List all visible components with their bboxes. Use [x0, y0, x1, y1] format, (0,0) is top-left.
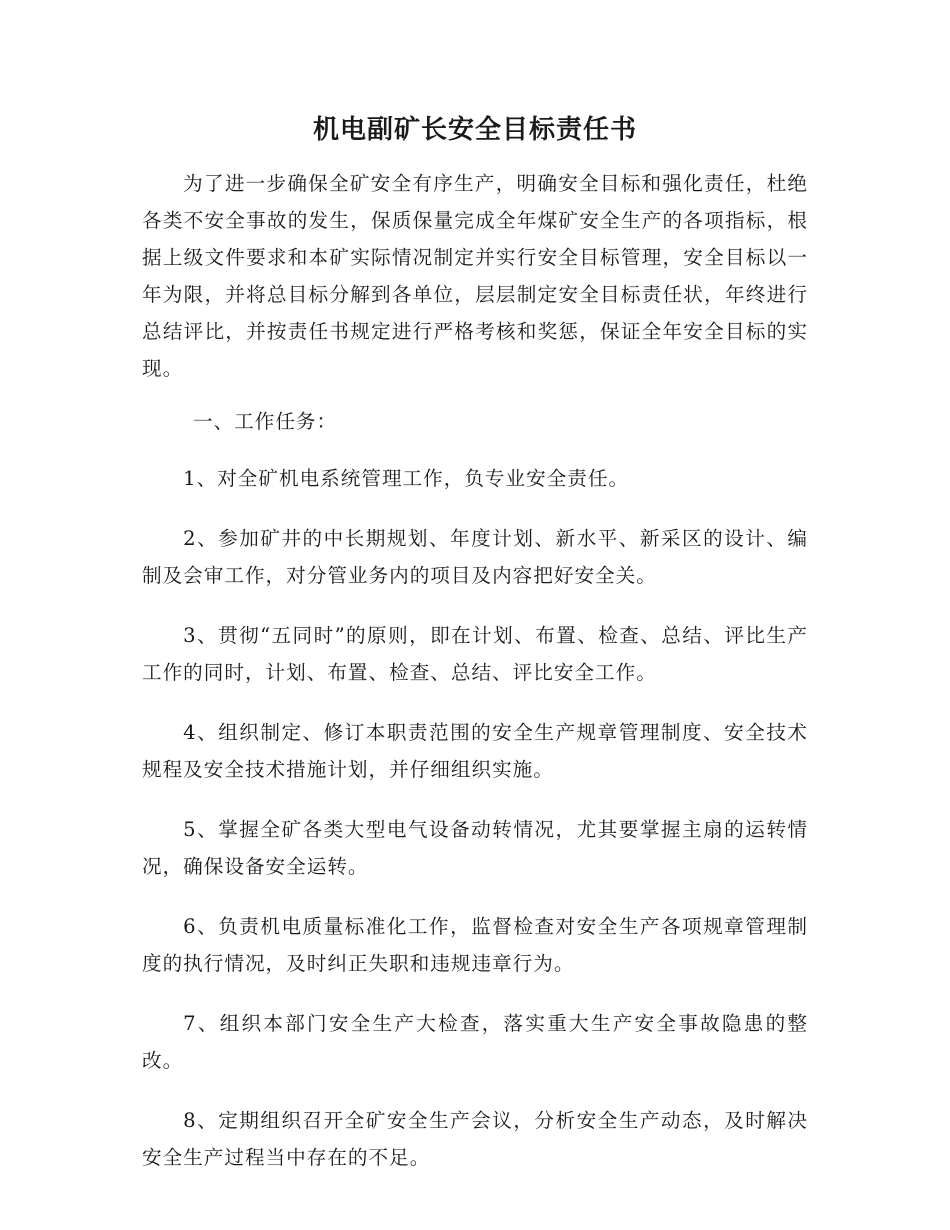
task-item-8: 8、定期组织召开全矿安全生产会议，分析安全生产动态，及时解决安全生产过程当中存在的不足。: [142, 1109, 808, 1169]
section-heading-work-tasks: 一、工作任务：: [192, 410, 338, 433]
task-item-6: 6、负责机电质量标准化工作，监督检查对安全生产各项规章管理制度的执行情况，及时纠正失职和违规违章行为。: [142, 915, 808, 975]
intro-paragraph: 为了进一步确保全矿安全有序生产，明确安全目标和强化责任，杜绝各类不安全事故的发生，保质保量完成全年煤矿安全生产的各项指标，根据上级文件要求和本矿实际情况制定并实行安全目标管理，安全目标以一年为限，并将总目标分解到各单位，层层制定安全目标责任状，年终进行总结评比，并按责任书规定进行严格考核和奖惩，保证全年安全目标的实现。: [142, 172, 808, 380]
task-item-1: 1、对全矿机电系统管理工作，负专业安全责任。: [183, 467, 630, 490]
task-item-7: 7、组织本部门安全生产大检查，落实重大生产安全事故隐患的整改。: [142, 1012, 808, 1072]
task-item-2: 2、参加矿井的中长期规划、年度计划、新水平、新采区的设计、编制及会审工作，对分管业务内的项目及内容把好安全关。: [142, 527, 808, 587]
document-body: [142, 165, 808, 1199]
task-item-5: 5、掌握全矿各类大型电气设备动转情况，尤其要掌握主扇的运转情况，确保设备安全运转。: [142, 818, 808, 878]
task-item-4: 4、组织制定、修订本职责范围的安全生产规章管理制度、安全技术规程及安全技术措施计划，并仔细组织实施。: [142, 721, 808, 781]
document-title: 机电副矿长安全目标责任书: [312, 115, 637, 145]
task-item-3: 3、贯彻“五同时”的原则，即在计划、布置、检查、总结、评比生产工作的同时，计划、布置、检查、总结、评比安全工作。: [142, 624, 808, 684]
